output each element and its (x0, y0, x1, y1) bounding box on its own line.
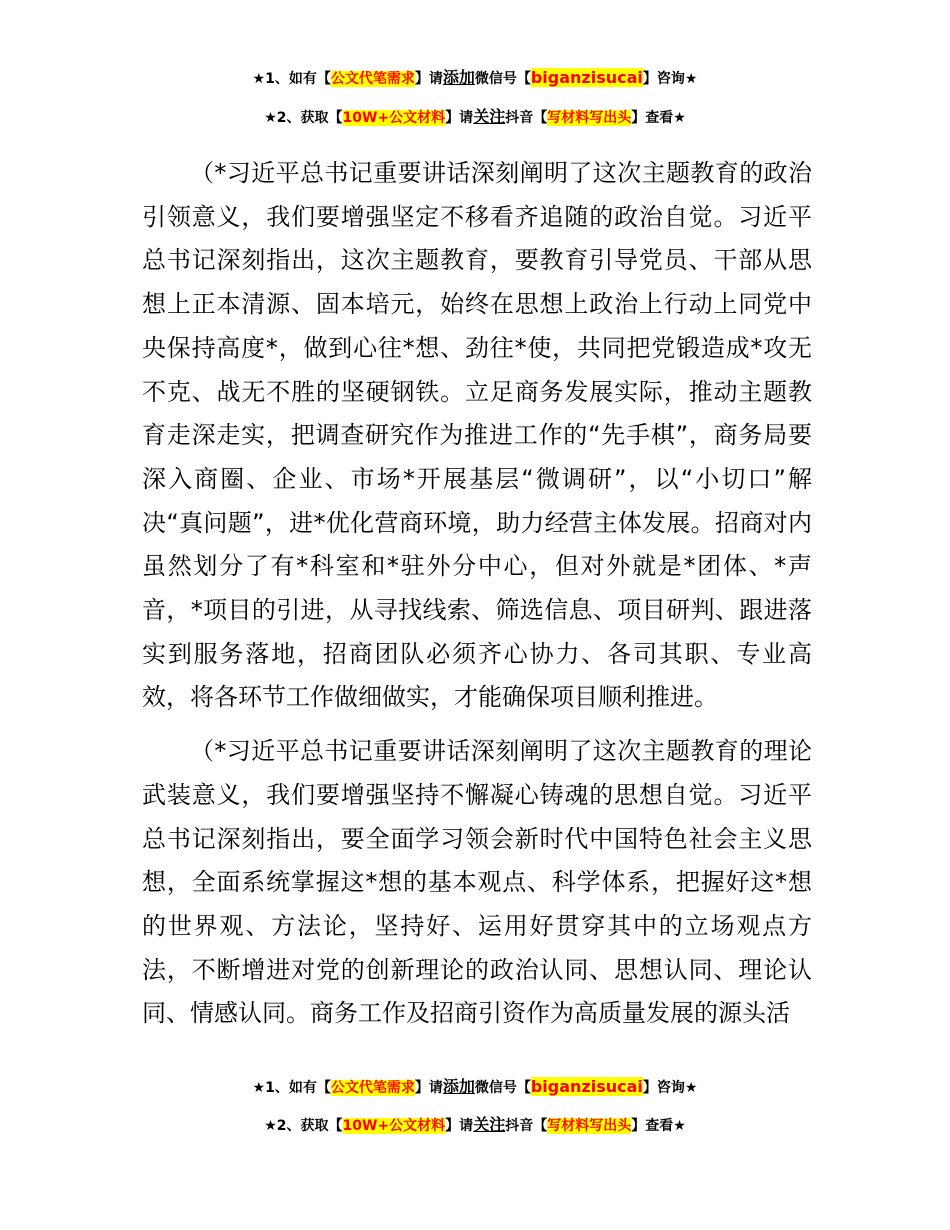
underlined-action: 关注 (473, 1115, 506, 1134)
banner-text: 抖音【 (505, 110, 548, 126)
banner-text: ★1、如有【 (252, 71, 331, 87)
banner-text: 微信号【 (474, 1080, 531, 1096)
banner-text: 】请 (445, 110, 474, 126)
banner-text: 】请 (414, 71, 443, 87)
highlight-douyin: 写材料写出头 (547, 110, 632, 126)
bottom-banner-line-1 (0, 1077, 950, 1098)
banner-text: 】请 (414, 1080, 443, 1096)
banner-text: 】查看★ (631, 1118, 686, 1134)
paragraph-1: （*习近平总书记重要讲话深刻阐明了这次主题教育的政治引领意义，我们要增强坚定不移看齐追随的政治自觉。习近平总书记深刻指出，这次主题教育，要教育引导党员、干部从思想上正本清源、固本培元，始终在思想上政治上行动上同党中央保持高度*，做到心往*想、劲往*使，共同把党锻造成*攻无不克、战无不胜的坚硬钢铁。立足商务发展实际，推动主题教育走深走实，把调查研究作为推进工作的“先手棋”，商务局要深入商圈、企业、市场*开展基层“微调研”，以“小切口”解决“真问题”，进*优化营商环境，助力经营主体发展。招商对内虽然划分了有*科室和*驻外分中心，但对外就是*团体、*声音，*项目的引进，从寻找线索、筛选信息、项目研判、跟进落实到服务落地，招商团队必须齐心协力、各司其职、专业高效，将各环节工作做细做实，才能确保项目顺利推进。 (142, 159, 812, 712)
highlight-materials: 10W+公文材料 (342, 1118, 446, 1134)
highlight-douyin: 写材料写出头 (547, 1118, 632, 1134)
bottom-banner-line-2 (0, 1115, 950, 1136)
banner-text: 】咨询★ (642, 71, 698, 87)
top-banner-line-1 (0, 68, 950, 89)
highlight-service: 公文代笔需求 (330, 1080, 415, 1096)
highlight-service: 公文代笔需求 (330, 71, 415, 87)
banner-text: 】咨询★ (642, 1080, 698, 1096)
highlight-wechat-id: biganzisucai (530, 1077, 643, 1096)
underlined-action: 添加 (442, 68, 475, 87)
underlined-action: 关注 (473, 107, 506, 126)
banner-text: 抖音【 (505, 1118, 548, 1134)
banner-text: 微信号【 (474, 71, 531, 87)
paragraph-2: （*习近平总书记重要讲话深刻阐明了这次主题教育的理论武装意义，我们要增强坚持不懈凝心铸魂的思想自觉。习近平总书记深刻指出，要全面学习领会新时代中国特色社会主义思想，全面系统掌握这*想的基本观点、科学体系，把握好这*想的世界观、方法论，坚持好、运用好贯穿其中的立场观点方法，不断增进对党的创新理论的政治认同、思想认同、理论认同、情感认同。商务工作及招商引资作为高质量发展的源头活 (142, 737, 812, 1028)
underlined-action: 添加 (442, 1077, 475, 1096)
banner-text: ★1、如有【 (252, 1080, 331, 1096)
highlight-materials: 10W+公文材料 (342, 110, 446, 126)
highlight-wechat-id: biganzisucai (530, 68, 643, 87)
top-banner-line-2 (0, 107, 950, 128)
document-body (142, 152, 812, 1046)
banner-text: ★2、获取【 (264, 110, 343, 126)
banner-text: ★2、获取【 (264, 1118, 343, 1134)
banner-text: 】查看★ (631, 110, 686, 126)
banner-text: 】请 (445, 1118, 474, 1134)
